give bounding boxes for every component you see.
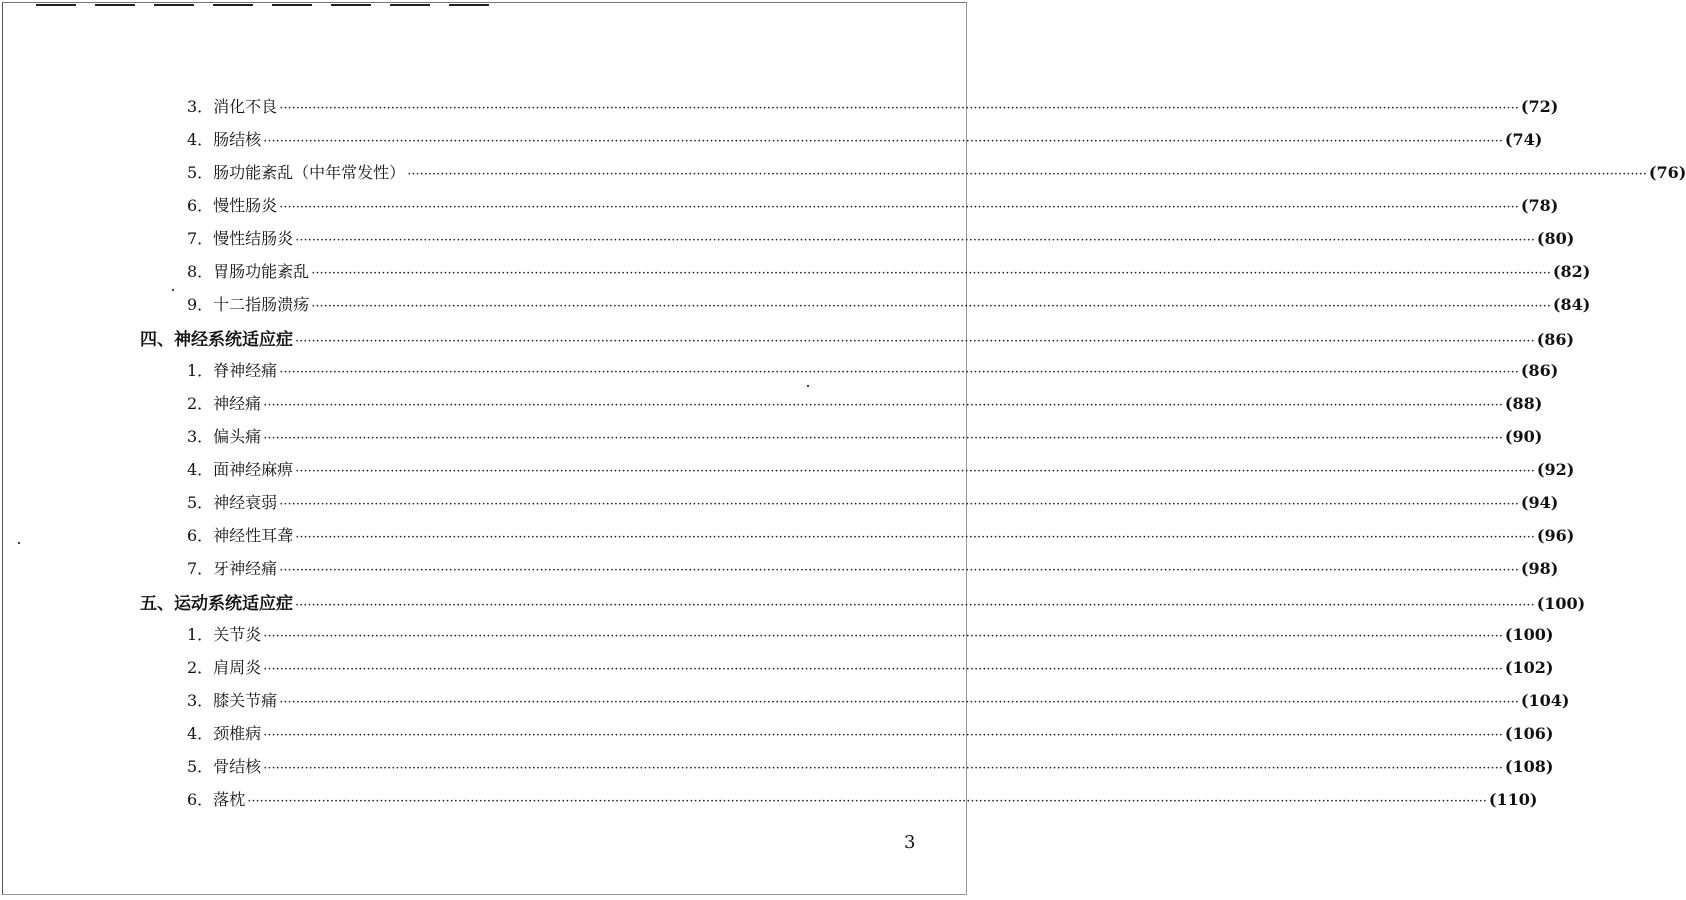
- scan-speck: [807, 385, 809, 387]
- toc-entry[interactable]: [187, 193, 1559, 217]
- dot-leader: ············································································································································································································································································································: [407, 167, 1647, 182]
- toc-entry-label: 1．脊神经痛: [187, 361, 278, 380]
- toc-section[interactable]: [140, 589, 1586, 614]
- toc-entry-label: 4．颈椎病: [187, 724, 262, 743]
- toc-entry-label: 7．牙神经痛: [187, 559, 278, 578]
- dot-leader: ············································································································································································································································································································: [295, 464, 1535, 479]
- toc-section-label: 五、运动系统适应症: [140, 594, 293, 614]
- dot-leader: ············································································································································································································································································································: [295, 233, 1535, 248]
- toc-entry-page: (94): [1520, 493, 1559, 512]
- toc-entry-page: (96): [1536, 526, 1575, 545]
- toc-entry-label: 6．落枕: [187, 790, 246, 809]
- toc-entry-page: (88): [1504, 394, 1543, 413]
- dot-leader: ············································································································································································································································································································: [279, 200, 1519, 215]
- scan-speck: [18, 542, 20, 544]
- scan-speck: [172, 289, 174, 291]
- toc-entry-page: (86): [1520, 361, 1559, 380]
- dot-leader: ············································································································································································································································································································: [247, 794, 1487, 809]
- toc-entry-label: 6．神经性耳聋: [187, 526, 294, 545]
- dot-leader: ············································································································································································································································································································: [263, 662, 1503, 677]
- toc-entry[interactable]: [187, 94, 1559, 118]
- toc-section-page: (100): [1536, 594, 1586, 613]
- toc-entry[interactable]: [187, 358, 1559, 382]
- toc-entry-label: 6．慢性肠炎: [187, 196, 278, 215]
- toc-entry-page: (108): [1504, 757, 1554, 776]
- dot-leader: ············································································································································································································································································································: [263, 398, 1503, 413]
- toc-entry-page: (100): [1504, 625, 1554, 644]
- dot-leader: ············································································································································································································································································································: [311, 299, 1551, 314]
- toc-entry[interactable]: [187, 787, 1538, 811]
- toc-entry-label: 4．面神经麻痹: [187, 460, 294, 479]
- dot-leader: ············································································································································································································································································································: [279, 497, 1519, 512]
- dot-leader: ············································································································································································································································································································: [263, 629, 1503, 644]
- dot-leader: ············································································································································································································································································································: [279, 365, 1519, 380]
- toc-entry[interactable]: [187, 622, 1554, 646]
- toc-entry-label: 1．关节炎: [187, 625, 262, 644]
- toc-entry[interactable]: [187, 523, 1575, 547]
- toc-entry-page: (78): [1520, 196, 1559, 215]
- toc-entry-page: (80): [1536, 229, 1575, 248]
- dot-leader: ············································································································································································································································································································: [279, 101, 1519, 116]
- toc-entry-page: (84): [1552, 295, 1591, 314]
- dot-leader: ············································································································································································································································································································: [263, 431, 1503, 446]
- toc-section-page: (86): [1536, 330, 1575, 349]
- toc-entry-page: (72): [1520, 97, 1559, 116]
- toc-entry[interactable]: [187, 259, 1591, 283]
- dot-leader: ············································································································································································································································································································: [311, 266, 1551, 281]
- toc-entry-label: 5．神经衰弱: [187, 493, 278, 512]
- toc-entry-label: 9．十二指肠溃疡: [187, 295, 310, 314]
- dot-leader: ············································································································································································································································································································: [263, 134, 1503, 149]
- toc-entry-label: 2．肩周炎: [187, 658, 262, 677]
- toc-entry-page: (82): [1552, 262, 1591, 281]
- toc-entry[interactable]: [187, 160, 1686, 184]
- toc-entry-label: 8．胃肠功能紊乱: [187, 262, 310, 281]
- toc-entry-label: 4．肠结核: [187, 130, 262, 149]
- toc-entry[interactable]: [187, 292, 1591, 316]
- toc-section[interactable]: [140, 325, 1575, 350]
- toc-entry-label: 3．膝关节痛: [187, 691, 278, 710]
- toc-entry[interactable]: [187, 688, 1570, 712]
- toc-entry-label: 2．神经痛: [187, 394, 262, 413]
- toc-entry-page: (92): [1536, 460, 1575, 479]
- toc-entry[interactable]: [187, 655, 1554, 679]
- toc-entry[interactable]: [187, 556, 1559, 580]
- toc-entry-page: (102): [1504, 658, 1554, 677]
- dot-leader: ············································································································································································································································································································: [263, 728, 1503, 743]
- toc-entry-label: 5．骨结核: [187, 757, 262, 776]
- toc-entry[interactable]: [187, 721, 1554, 745]
- toc-entry-page: (90): [1504, 427, 1543, 446]
- toc-entry-label: 5．肠功能紊乱（中年常发性）: [187, 163, 406, 182]
- dot-leader: ············································································································································································································································································································: [295, 530, 1535, 545]
- toc-entry-label: 3．偏头痛: [187, 427, 262, 446]
- toc-entry-page: (106): [1504, 724, 1554, 743]
- toc-entry-page: (76): [1648, 163, 1686, 182]
- toc-entry[interactable]: [187, 424, 1543, 448]
- toc-entry-page: (110): [1488, 790, 1538, 809]
- toc-entry-label: 3．消化不良: [187, 97, 278, 116]
- dot-leader: ············································································································································································································································································································: [279, 695, 1519, 710]
- dot-leader: ············································································································································································································································································································: [279, 563, 1519, 578]
- toc-section-label: 四、神经系统适应症: [140, 330, 293, 350]
- toc-entry[interactable]: [187, 226, 1575, 250]
- toc-entry-page: (104): [1520, 691, 1570, 710]
- page-number: 3: [904, 832, 916, 853]
- dot-leader: ············································································································································································································································································································: [263, 761, 1503, 776]
- toc-entry[interactable]: [187, 391, 1543, 415]
- toc-entry-page: (74): [1504, 130, 1543, 149]
- dot-leader: ············································································································································································································································································································: [295, 334, 1535, 349]
- toc-entry[interactable]: [187, 754, 1554, 778]
- toc-entry-label: 7．慢性结肠炎: [187, 229, 294, 248]
- dot-leader: ············································································································································································································································································································: [295, 598, 1535, 613]
- toc-entry[interactable]: [187, 127, 1543, 151]
- toc-entry-page: (98): [1520, 559, 1559, 578]
- toc-entry[interactable]: [187, 457, 1575, 481]
- toc-entry[interactable]: [187, 490, 1559, 514]
